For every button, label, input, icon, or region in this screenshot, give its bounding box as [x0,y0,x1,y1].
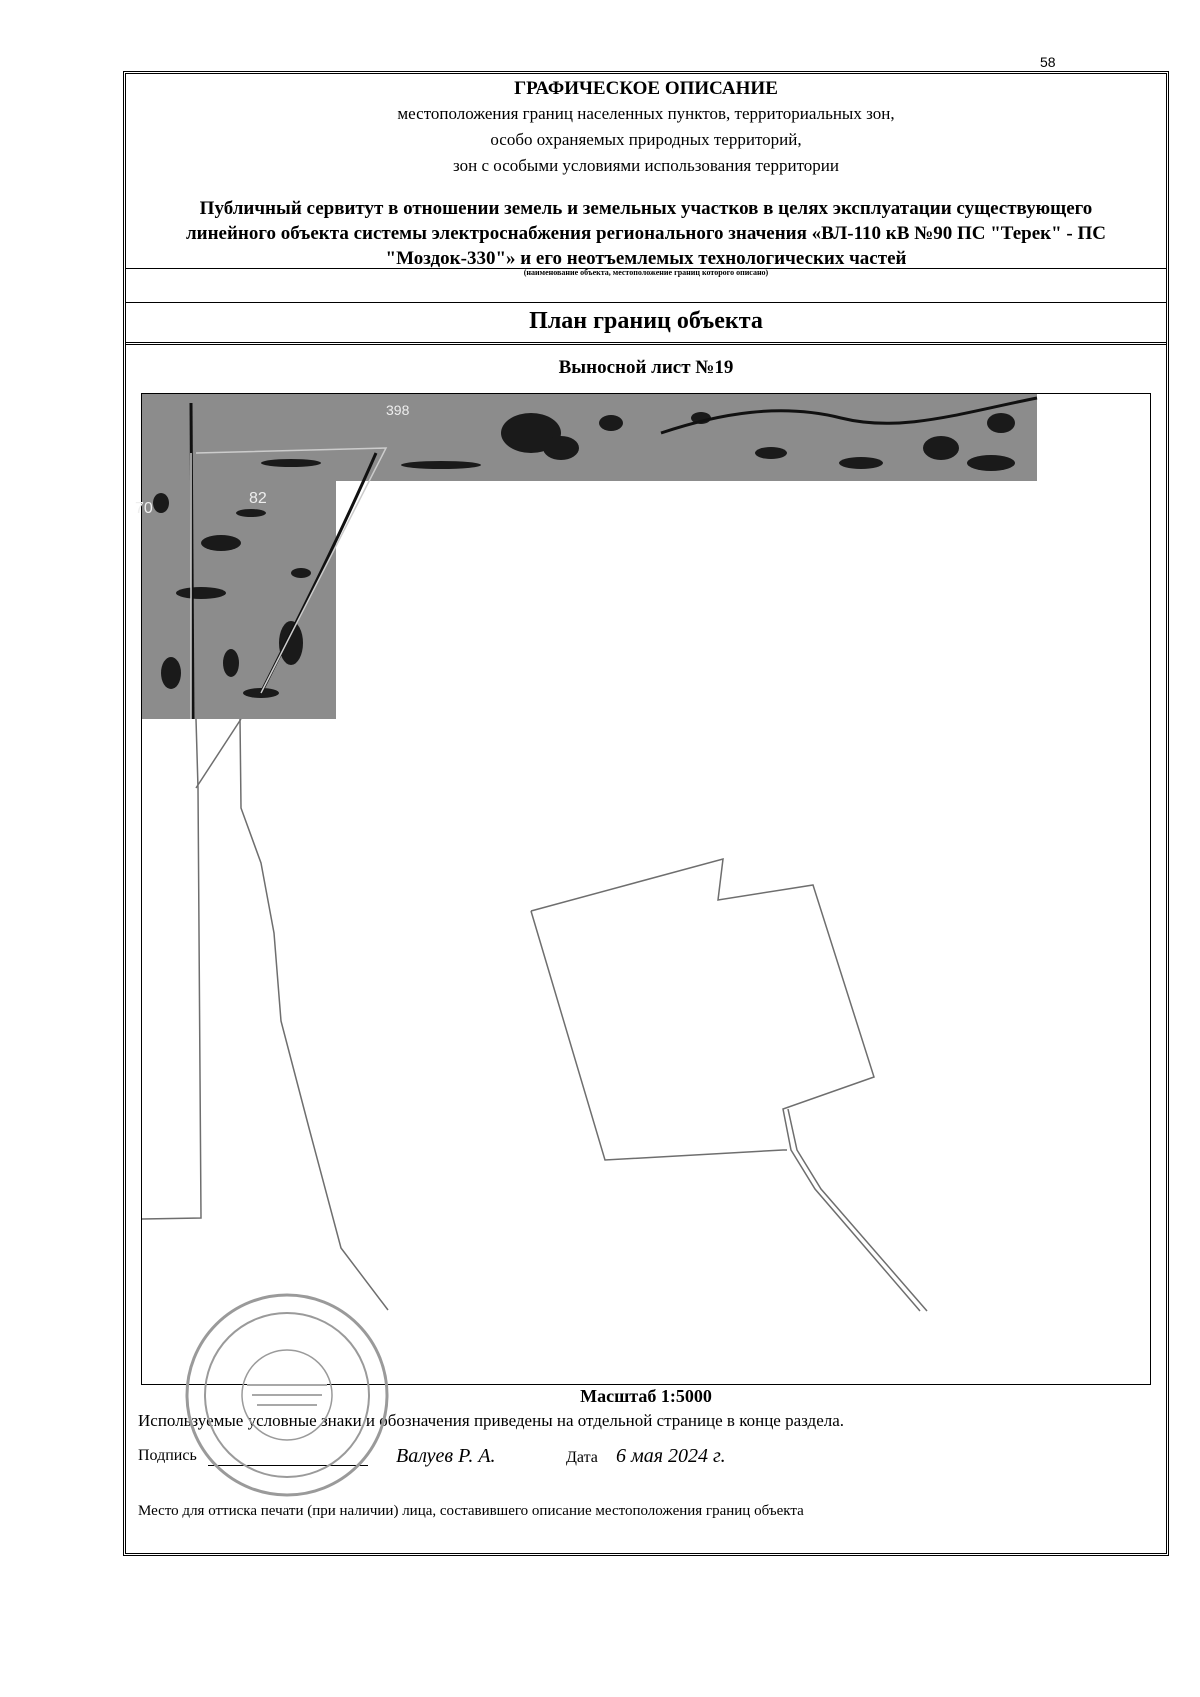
map-label: 70 [135,500,153,517]
map-drawing [135,393,1151,1385]
object-caption: (наименование объекта, местоположение границ которого описано) [523,268,769,277]
scale-label: Масштаб 1:5000 [580,1386,712,1406]
object-name: Публичный сервитут в отношении земель и земельных участков в целях эксплуатации существующего линейного объекта системы электроснабжения регионального значения «ВЛ-110 кВ №90 ПС "Терек" - ПС "Моздок-330"» и его неотъемлемых технологических частей [185,198,1106,269]
seal-icon [182,1290,392,1500]
map-label: 398 [386,402,410,418]
subtitle-line-1: местоположения границ населенных пунктов, территориальных зон, [397,104,895,123]
date-value: 6 мая 2024 г. [616,1445,726,1467]
map-label: 82 [249,490,267,507]
header-block [126,74,1166,342]
stamp-note: Место для оттиска печати (при наличии) лица, составившего описание местоположения границ объекта [138,1503,804,1519]
sheet-title: Выносной лист №19 [558,357,734,378]
page-number: 58 [1040,54,1056,70]
date-label: Дата [566,1449,598,1466]
subtitle-line-2: особо охраняемых природных территорий, [490,130,802,149]
document-title: ГРАФИЧЕСКОЕ ОПИСАНИЕ [514,78,778,99]
signer-name: Валуев Р. А. [396,1445,496,1467]
signature-label: Подпись [138,1447,197,1464]
divider [126,302,1166,303]
subtitle-line-3: зон с особыми условиями использования территории [453,156,839,175]
seal-stamp [182,1290,392,1500]
legend-note: Используемые условные знаки и обозначения приведены на отдельной странице в конце раздела. [138,1411,845,1430]
map [135,393,1151,1385]
plan-title: План границ объекта [529,308,763,334]
